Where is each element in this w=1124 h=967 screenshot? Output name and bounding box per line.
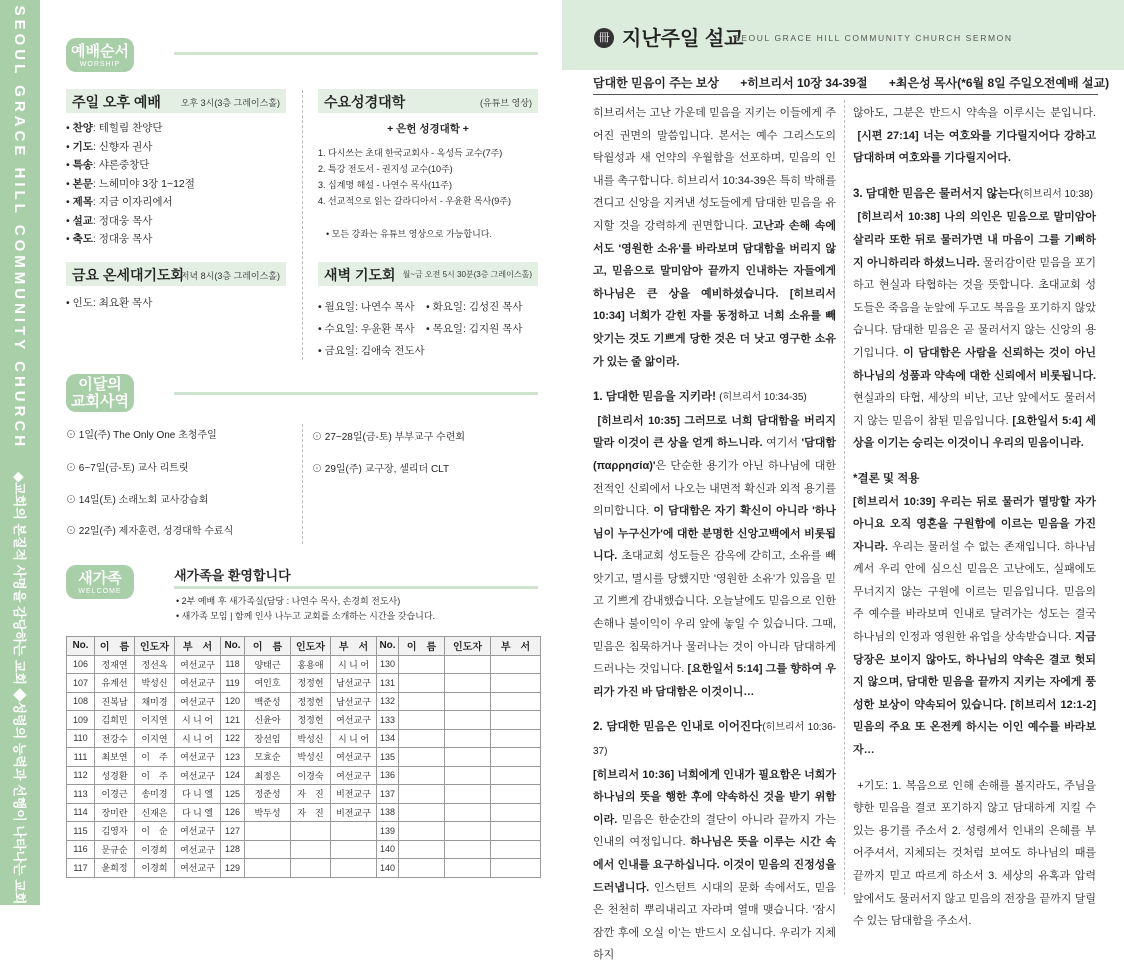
table-row [67, 692, 541, 711]
member-number: 121 [221, 711, 245, 730]
table-cell [491, 655, 541, 674]
dawn-list [318, 296, 548, 362]
table-column-header: 이 름 [95, 637, 135, 656]
worship-pill-title: 예배순서 [71, 43, 129, 60]
table-cell [245, 859, 291, 878]
member-number: 140 [377, 859, 399, 878]
sermon-section-subtitle: SEOUL GRACE HILL COMMUNITY CHURCH SERMON [734, 33, 1013, 43]
wednesday-heading: + 은헌 성경대학 + [387, 123, 469, 135]
section-rule [174, 586, 538, 589]
table-cell [445, 674, 491, 693]
sunday-worship-title: 주일 오후 예배 [72, 94, 161, 110]
table-cell [445, 655, 491, 674]
event-item: ⊙ 6~7일(금-토) 교사 리트릿 [66, 463, 189, 474]
table-cell: 여선교구 [331, 766, 377, 785]
table-cell: 유계선 [95, 674, 135, 693]
dawn-leader: • 수요일: 우윤환 목사 [318, 323, 415, 335]
member-number: 111 [67, 748, 95, 767]
table-cell: 이 순 [135, 822, 175, 841]
member-number: 113 [67, 785, 95, 804]
table-cell [445, 859, 491, 878]
worship-order-person: 정대웅 목사 [98, 214, 153, 227]
friday-leader: • 인도: 최요환 목사 [66, 297, 153, 309]
member-number: 128 [221, 840, 245, 859]
wednesday-title: 수요성경대학 [324, 94, 406, 110]
left-page [40, 0, 562, 905]
worship-order-item: • 본문: 느헤미야 3장 1~12절 [66, 177, 195, 190]
table-cell: 여선교구 [175, 655, 221, 674]
member-number: 108 [67, 692, 95, 711]
dawn-leader: • 목요일: 김지원 목사 [426, 323, 523, 335]
course-item: 3. 십계명 해설 - 나연수 목사(11주) [318, 180, 452, 190]
table-cell: 여선교구 [175, 840, 221, 859]
event-item: ⊙ 29일(주) 교구장, 셀리더 CLT [312, 464, 450, 475]
table-cell: 이경숙 [291, 766, 331, 785]
section-rule [174, 392, 538, 395]
table-column-header: No. [377, 637, 399, 656]
right-page [562, 0, 1124, 962]
table-cell: 정준성 [245, 785, 291, 804]
welcome-note-2: • 새가족 모임 | 함께 인사 나누고 교회를 소개하는 시간을 갖습니다. [176, 611, 436, 621]
side-band-text [10, 6, 30, 905]
table-cell [331, 859, 377, 878]
table-cell: 채미경 [135, 692, 175, 711]
table-cell [399, 785, 445, 804]
events-pill-line1: 이달의 [78, 376, 122, 393]
table-row [67, 674, 541, 693]
sermon-heading-rule [593, 94, 1098, 95]
member-number: 133 [377, 711, 399, 730]
table-cell [399, 655, 445, 674]
table-row [67, 840, 541, 859]
dawn-title: 새벽 기도회 [324, 267, 396, 283]
table-column-header: 부 서 [175, 637, 221, 656]
table-cell: 이지연 [135, 729, 175, 748]
dawn-leader [426, 340, 534, 362]
table-cell: 정재연 [95, 655, 135, 674]
table-cell [331, 840, 377, 859]
dawn-row [318, 340, 548, 362]
dawn-sub: 월~금 오전 5시 30분(3층 그레이스홀) [402, 270, 532, 279]
table-cell [399, 748, 445, 767]
event-item: ⊙ 27~28일(금-토) 부부교구 수련회 [312, 432, 466, 443]
table-cell: 양태근 [245, 655, 291, 674]
welcome-title: 새가족을 환영합니다 [174, 568, 291, 583]
table-cell: 이 주 [135, 766, 175, 785]
table-cell [491, 785, 541, 804]
worship-order-item: • 기도: 신향자 권사 [66, 140, 153, 153]
table-cell: 박두성 [245, 803, 291, 822]
events-pill-line2: 교회사역 [71, 393, 129, 410]
table-cell: 장선임 [245, 729, 291, 748]
table-cell [399, 840, 445, 859]
table-row [67, 655, 541, 674]
table-cell: 최보연 [95, 748, 135, 767]
table-cell: 최정은 [245, 766, 291, 785]
table-cell [445, 766, 491, 785]
table-cell: 진복남 [95, 692, 135, 711]
table-row [67, 785, 541, 804]
table-cell [491, 711, 541, 730]
table-cell: 정정헌 [291, 674, 331, 693]
wednesday-sub: (유튜브 영상) [480, 98, 532, 108]
table-cell [445, 785, 491, 804]
table-cell [399, 859, 445, 878]
sermon-paragraph: *결론 및 적용 [히브리서 10:39] 우리는 뒤로 물러가 멸망할 자가 아니요 오직 영혼을 구원함에 이르는 믿음을 가진 자니라. 우리는 물러설 수 없는 존재입니다. 하나님께서 우리 안에 심으신 믿음은 고난에도, 실패에도 무너지지 않는 구원에 이르는 믿음입니다. 믿음의 주 예수를 바라보며 인내로 달려가는 성도는 결국 하나님의 인정과 영원한 유업을 상속받습니다. 지금 당장은 보이지 않아도, 하나님의 약속은 결코 헛되지 않으며, 담대한 믿음을 끝까지 지키는 자에게 풍성한 보상이 약속되어 있습니다. [히브리서 12:1-2] 믿음의 주요 또 온전케 하시는 이인 예수를 바라보자… [853, 472, 1096, 757]
dawn-leader: • 화요일: 김성진 목사 [426, 301, 523, 313]
member-number: 127 [221, 822, 245, 841]
table-cell [399, 729, 445, 748]
sermon-section-title: 지난주일 설교 [622, 28, 744, 50]
table-cell [445, 748, 491, 767]
member-number: 119 [221, 674, 245, 693]
welcome-notes [176, 594, 546, 624]
table-cell: 이경희 [135, 840, 175, 859]
table-cell: 문규순 [95, 840, 135, 859]
table-row [67, 803, 541, 822]
friday-sub: 저녁 8시(3층 그레이스홀) [180, 271, 280, 281]
table-cell: 정선옥 [135, 655, 175, 674]
table-column-header: 인도자 [445, 637, 491, 656]
church-motto-vertical: ◆교회의 본질적 사명을 감당하는 교회 ◆성령의 능력과 선행이 나타나는 교회 [12, 472, 27, 905]
worship-pill [66, 38, 134, 72]
member-number: 106 [67, 655, 95, 674]
member-number: 124 [221, 766, 245, 785]
worship-order-item: • 설교: 정대웅 목사 [66, 214, 153, 227]
worship-order-item: • 제목: 지금 이자리에서 [66, 196, 173, 208]
member-number: 114 [67, 803, 95, 822]
table-cell: 시 니 어 [175, 729, 221, 748]
table-cell: 비전교구 [331, 785, 377, 804]
sermon-paragraph: 3. 담대한 믿음은 물러서지 않는다(히브리서 10:38) [히브리서 10:38] 나의 의인은 믿음으로 말미암아 살리라 또한 뒤로 물러가면 내 마음이 그를 기뻐하지 아니하리라 하셨느니라. 물러감이란 믿음을 포기하고 현실과 타협하는 것을 뜻합니다. 초대교회 성도들은 죽음을 눈앞에 두고도 복음을 포기하지 않았습니다. 담대한 믿음은 곧 물러서지 않는 신앙의 용기입니다. 이 담대함은 사람을 신뢰하는 것이 아닌 하나님의 성품과 약속에 대한 신뢰에서 비롯됩니다. 현실과의 타협, 세상의 비난, 고난 앞에서도 물러서지 않는 믿음이 참된 믿음입니다. [요한일서 5:4] 세상을 이기는 승리는 이것이니 우리의 믿음이니라. [853, 187, 1097, 450]
events-pill [66, 374, 134, 412]
member-number: 136 [377, 766, 399, 785]
table-cell: 백준성 [245, 692, 291, 711]
table-column-header: 이 름 [399, 637, 445, 656]
worship-order-role: 제목 [72, 196, 93, 208]
table-cell: 전강수 [95, 729, 135, 748]
table-cell [491, 859, 541, 878]
table-cell: 여선교구 [175, 748, 221, 767]
dawn-row [318, 296, 548, 318]
table-cell: 여선교구 [331, 748, 377, 767]
worship-order-role: 축도 [72, 233, 93, 245]
side-band [0, 0, 40, 905]
member-number: 138 [377, 803, 399, 822]
member-number: 134 [377, 729, 399, 748]
member-number: 117 [67, 859, 95, 878]
welcome-pill-subtitle: WELCOME [78, 588, 122, 595]
table-cell: 이경희 [135, 859, 175, 878]
column-divider [302, 424, 303, 544]
dawn-leader: • 월요일: 나연수 목사 [318, 301, 415, 313]
new-members-table [66, 636, 541, 878]
table-cell: 이지연 [135, 711, 175, 730]
event-item: ⊙ 22일(주) 제자훈련, 성경대학 수료식 [66, 526, 234, 537]
member-number: 131 [377, 674, 399, 693]
table-cell: 박성신 [291, 748, 331, 767]
member-number: 140 [377, 840, 399, 859]
table-cell: 홍용애 [291, 655, 331, 674]
table-cell: 윤희정 [95, 859, 135, 878]
table-column-header: 부 서 [331, 637, 377, 656]
worship-order-role: 기도 [72, 140, 93, 153]
table-column-header: 이 름 [245, 637, 291, 656]
sermon-preacher: +최은성 목사(*6월 8일 주일오전예배 설교) [888, 76, 1110, 90]
table-cell: 송미경 [135, 785, 175, 804]
table-cell: 남선교구 [331, 692, 377, 711]
sunday-worship-list [66, 119, 286, 249]
friday-header [66, 262, 286, 286]
table-row [67, 859, 541, 878]
sermon-paragraph: 2. 담대한 믿음은 인내로 이어진다(히브리서 10:36-37) [히브리서 10:36] 너희에게 인내가 필요함은 너희가 하나님의 뜻을 행한 후에 약속하신 것을 받기 위함이라. 믿음은 한순간의 결단이 아니라 끝까지 가는 인내의 여정입니다. 하나님은 뜻을 이루는 시간 속에서 인내를 요구하십니다. 이것이 믿음의 진정성을 드러냅니다. 인스턴트 시대의 문화 속에서도, 믿음은 천천히 뿌리내리고 자라며 열매 맺습니다. '잠시 잠깐 후에 오실 이'는 반드시 오십니다. 우리가 지체하지 [593, 721, 836, 962]
dawn-leader: • 금요일: 김애숙 전도사 [318, 345, 425, 357]
table-cell: 장미란 [95, 803, 135, 822]
table-cell [491, 766, 541, 785]
friday-title: 금요 온세대기도회 [72, 267, 185, 283]
table-cell: 시 니 어 [331, 655, 377, 674]
table-cell [491, 840, 541, 859]
welcome-note-1: • 2부 예배 후 새가족실(담당 : 나연수 목사, 손경희 전도사) [176, 596, 401, 606]
member-number: 137 [377, 785, 399, 804]
table-cell [445, 822, 491, 841]
sermon-heading [593, 74, 1110, 91]
table-cell: 박성신 [291, 729, 331, 748]
table-row [67, 711, 541, 730]
table-cell [399, 822, 445, 841]
worship-order-person: 샤론중창단 [98, 159, 150, 171]
table-cell: 신재은 [135, 803, 175, 822]
table-cell: 여선교구 [331, 711, 377, 730]
table-row [67, 748, 541, 767]
course-item: 4. 선교적으로 읽는 갈라디아서 - 우윤환 목사(9주) [318, 196, 511, 206]
table-row [67, 766, 541, 785]
table-column-header: 인도자 [291, 637, 331, 656]
table-cell: 신윤아 [245, 711, 291, 730]
table-row [67, 729, 541, 748]
table-cell: 김영자 [95, 822, 135, 841]
table-cell: 김희민 [95, 711, 135, 730]
member-number: 109 [67, 711, 95, 730]
table-column-header: 인도자 [135, 637, 175, 656]
table-cell: 여선교구 [175, 674, 221, 693]
table-cell [399, 711, 445, 730]
table-cell [399, 766, 445, 785]
member-number: 139 [377, 822, 399, 841]
table-cell: 다 니 엘 [175, 785, 221, 804]
table-cell: 자 진 [291, 785, 331, 804]
table-cell [445, 840, 491, 859]
wednesday-list [318, 145, 548, 209]
table-cell: 시 니 어 [175, 711, 221, 730]
member-number: 130 [377, 655, 399, 674]
sermon-paragraph: +기도: 1. 복음으로 인해 손해를 볼지라도, 주님을 향한 믿음을 결코 포기하지 않고 담대하게 지킬 수 있는 용기를 주소서 2. 성령께서 인내의 은혜를 부어주셔서, 지체되는 것처럼 보여도 하나님의 때를 끝까지 믿고 따르게 하소서 3. 세상의 유혹과 압력 앞에서도 물러서지 않고 믿음의 전장을 끝까지 달릴 수 있는 담대함을 주소서. [853, 779, 1096, 928]
wednesday-header [318, 89, 538, 113]
column-divider [302, 90, 303, 360]
worship-order-person: 테힐림 찬양단 [98, 122, 163, 134]
member-number: 115 [67, 822, 95, 841]
table-cell: 이경근 [95, 785, 135, 804]
table-cell [291, 840, 331, 859]
member-number: 126 [221, 803, 245, 822]
table-cell [445, 803, 491, 822]
table-cell: 박성신 [135, 674, 175, 693]
table-cell [399, 674, 445, 693]
table-cell: 여선교구 [175, 766, 221, 785]
dawn-header [318, 262, 538, 286]
table-cell [245, 822, 291, 841]
sermon-column-1 [593, 102, 836, 967]
event-item: ⊙ 14일(토) 소래노회 교사강습회 [66, 495, 209, 506]
member-number: 122 [221, 729, 245, 748]
worship-order-item: • 축도: 정대웅 목사 [66, 233, 153, 245]
worship-order-person: 느헤미야 3장 1~12절 [98, 177, 195, 190]
course-item: 1. 다시쓰는 초대 한국교회사 - 옥성득 교수(7주) [318, 148, 503, 158]
book-icon: 冊 [594, 28, 614, 48]
worship-order-role: 특송 [72, 159, 93, 171]
sunday-worship-header [66, 89, 286, 113]
welcome-pill [66, 565, 134, 599]
table-cell: 여인호 [245, 674, 291, 693]
sermon-paragraph: 않아도, 그분은 반드시 약속을 이루시는 분입니다. [시편 27:14] 너는 여호와를 기다릴지어다 강하고 담대하며 여호와를 기다릴지어다. [853, 107, 1096, 165]
sermon-paragraph: 1. 담대한 믿음을 지키라! (히브리서 10:34-35) [히브리서 10:35] 그러므로 너희 담대함을 버리지 말라 이것이 큰 상을 얻게 하느니라. 여기서 '담대함(παρρησία)'은 단순한 용기가 아닌 하나님에 대한 전적인 신뢰에서 나오는 내면적 확신과 외적 용기를 의미합니다. 이 담대함은 자기 확신이 아니라 '하나님이 누구신가'에 대한 분명한 신앙고백에서 비롯됩니다. 초대교회 성도들은 감옥에 갇히고, 소유를 빼앗기고, 멸시를 당했지만 '영원한 소유'가 있음을 믿고 기쁘게 감내했습니다. 오늘날에도 믿음으로 인한 손해나 불이익이 우리 앞에 놓일 수 있습니다. 그때, 믿음은 침묵하거나 물러나는 것이 아니라 담대하게 드러나는 것입니다. [요한일서 5:14] 그를 향하여 우리가 가진 바 담대함은 이것이니… [593, 391, 836, 698]
table-cell [399, 692, 445, 711]
member-number: 107 [67, 674, 95, 693]
table-cell: 모효순 [245, 748, 291, 767]
table-cell [445, 711, 491, 730]
member-number: 125 [221, 785, 245, 804]
dawn-row [318, 318, 548, 340]
sunday-worship-time: 오후 3시(3층 그레이스홀) [180, 98, 280, 108]
table-row [67, 822, 541, 841]
column-divider [844, 100, 845, 895]
table-cell: 여선교구 [175, 859, 221, 878]
table-cell: 자 진 [291, 803, 331, 822]
worship-order-item: • 찬양: 테힐림 찬양단 [66, 122, 163, 134]
table-cell [291, 859, 331, 878]
table-cell: 성경환 [95, 766, 135, 785]
worship-order-role: 본문 [72, 177, 93, 190]
member-number: 129 [221, 859, 245, 878]
table-cell: 비전교구 [331, 803, 377, 822]
table-cell: 정정헌 [291, 692, 331, 711]
member-number: 118 [221, 655, 245, 674]
member-number: 116 [67, 840, 95, 859]
table-cell: 여선교구 [175, 822, 221, 841]
member-number: 112 [67, 766, 95, 785]
table-cell [399, 803, 445, 822]
event-item: ⊙ 1일(주) The Only One 초청주일 [66, 430, 217, 441]
table-cell [491, 692, 541, 711]
table-cell: 여선교구 [175, 692, 221, 711]
table-cell: 남선교구 [331, 674, 377, 693]
table-cell [491, 803, 541, 822]
church-name-vertical: SEOUL GRACE HILL COMMUNITY CHURCH [11, 5, 28, 451]
table-cell [491, 729, 541, 748]
table-cell: 이 주 [135, 748, 175, 767]
sermon-paragraph: 히브리서는 고난 가운데 믿음을 지키는 이들에게 주어진 권면의 말씀입니다. 본서는 예수 그리스도의 탁월성과 새 언약의 우월함을 선포하며, 믿음의 인내를 촉구합니다. 히브리서 10:34-39은 특히 박해를 견디고 신앙을 지켜낸 성도들에게 담대한 믿음을 유지할 것을 강력하게 권면합니다. 고난과 손해 속에서도 '영원한 소유'를 바라보며 담대함을 버리지 않고, 믿음으로 말미암아 끝까지 인내하는 자들에게 하나님은 큰 상을 예비하셨습니다. [히브리서 10:34] 너희가 갇힌 자를 동정하고 너희 소유를 빼앗기는 것도 기쁘게 당한 것은 더 낫고 영구한 소유가 있는 줄 앎이라. [593, 107, 837, 368]
table-cell: 정정헌 [291, 711, 331, 730]
wednesday-note: • 모든 강좌는 유튜브 영상으로 가능합니다. [326, 229, 492, 239]
member-number: 132 [377, 692, 399, 711]
table-header-row [67, 637, 541, 656]
table-cell [291, 822, 331, 841]
table-cell [491, 674, 541, 693]
table-column-header: No. [221, 637, 245, 656]
worship-order-person: 지금 이자리에서 [98, 196, 173, 208]
member-number: 135 [377, 748, 399, 767]
section-rule [174, 52, 538, 55]
worship-order-role: 설교 [72, 214, 93, 227]
worship-order-person: 신향자 권사 [98, 140, 153, 153]
table-cell [445, 729, 491, 748]
worship-order-item: • 특송: 샤론중창단 [66, 159, 150, 171]
table-column-header: 부 서 [491, 637, 541, 656]
sermon-scripture: +히브리서 10장 34-39절 [740, 76, 868, 90]
welcome-pill-title: 새가족 [78, 570, 122, 587]
table-cell [491, 822, 541, 841]
member-number: 110 [67, 729, 95, 748]
table-cell: 다 니 엘 [175, 803, 221, 822]
sermon-header-band [562, 0, 1124, 70]
table-column-header: No. [67, 637, 95, 656]
table-cell [445, 692, 491, 711]
sermon-title: 담대한 믿음이 주는 보상 [593, 76, 719, 90]
worship-order-role: 찬양 [72, 122, 93, 134]
member-number: 123 [221, 748, 245, 767]
table-cell: 시 니 어 [331, 729, 377, 748]
table-cell [245, 840, 291, 859]
table-cell [491, 748, 541, 767]
member-number: 120 [221, 692, 245, 711]
worship-order-person: 정대웅 목사 [98, 233, 153, 245]
worship-pill-subtitle: WORSHIP [79, 61, 121, 68]
course-item: 2. 특강 전도서 - 권지성 교수(10주) [318, 164, 453, 174]
table-cell [331, 822, 377, 841]
sermon-column-2 [853, 102, 1096, 933]
